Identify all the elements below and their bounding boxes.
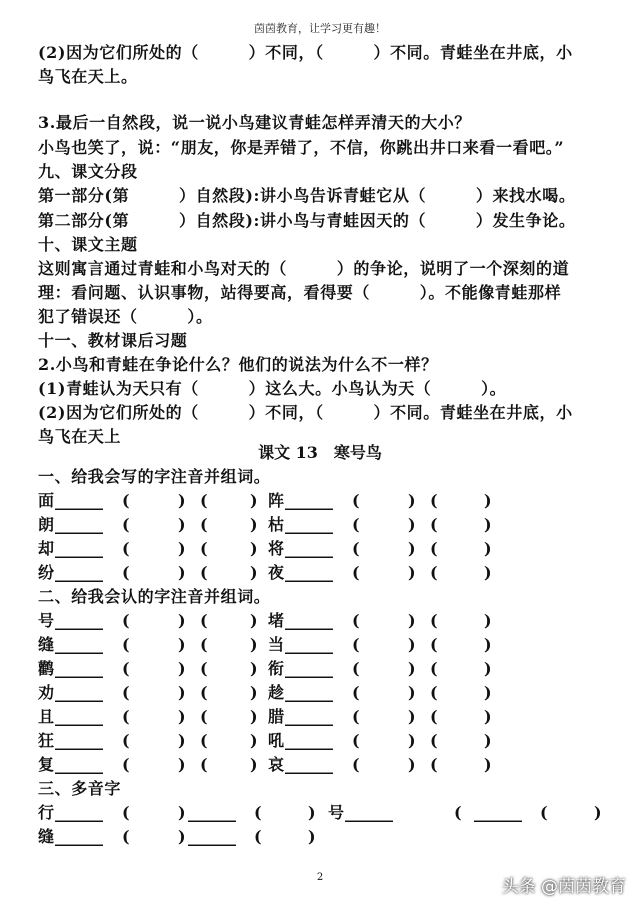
close-paren: ) bbox=[250, 635, 258, 654]
open-paren: ( bbox=[430, 755, 438, 774]
open-paren: ( bbox=[122, 539, 130, 558]
text-line: 十、课文主题 bbox=[38, 235, 138, 254]
close-paren: ) bbox=[250, 515, 258, 534]
open-paren: ( bbox=[352, 659, 360, 678]
open-paren: ( bbox=[122, 515, 130, 534]
close-paren: ) bbox=[408, 683, 416, 702]
worksheet-row bbox=[38, 706, 628, 728]
close-paren: ) bbox=[484, 539, 492, 558]
close-paren: ) bbox=[250, 707, 258, 726]
blank-line: ______ bbox=[55, 611, 103, 630]
text-line: 第二部分(第 ）自然段):讲小鸟与青蛙因天的（ ）发生争论。 bbox=[38, 211, 576, 230]
blank-line: ______ bbox=[285, 659, 333, 678]
worksheet-row bbox=[38, 562, 628, 584]
char: 哀 bbox=[268, 755, 285, 774]
blank-line: ______ bbox=[55, 635, 103, 654]
close-paren: ) bbox=[250, 755, 258, 774]
blank-line: ______ bbox=[188, 827, 236, 846]
open-paren: ( bbox=[352, 683, 360, 702]
blank-line: ______ bbox=[55, 659, 103, 678]
char: 复 bbox=[38, 755, 55, 774]
char: 号 bbox=[38, 611, 55, 630]
open-paren: ( bbox=[122, 707, 130, 726]
open-paren: ( bbox=[200, 683, 208, 702]
blank-line: ______ bbox=[55, 707, 103, 726]
close-paren: ) bbox=[408, 659, 416, 678]
open-paren: ( bbox=[122, 827, 130, 846]
blank-line: ______ bbox=[55, 683, 103, 702]
open-paren: ( bbox=[430, 659, 438, 678]
open-paren: ( bbox=[122, 611, 130, 630]
blank-line: ______ bbox=[55, 539, 103, 558]
open-paren: ( bbox=[200, 563, 208, 582]
close-paren: ) bbox=[484, 755, 492, 774]
close-paren: ) bbox=[178, 635, 186, 654]
blank-line: ______ bbox=[285, 515, 333, 534]
text-line: (2)因为它们所处的（ ）不同，（ ）不同。青蛙坐在井底，小 bbox=[38, 43, 573, 62]
blank-line: ______ bbox=[285, 539, 333, 558]
close-paren: ) bbox=[178, 563, 186, 582]
open-paren: ( bbox=[122, 491, 130, 510]
close-paren: ) bbox=[408, 731, 416, 750]
open-paren: ( bbox=[254, 803, 262, 822]
page-number: 2 bbox=[316, 872, 324, 883]
blank-line: ______ bbox=[55, 755, 103, 774]
worksheet-row bbox=[38, 514, 628, 536]
blank-line: ______ bbox=[285, 731, 333, 750]
worksheet-row bbox=[38, 658, 628, 680]
open-paren: ( bbox=[254, 827, 262, 846]
open-paren: ( bbox=[122, 731, 130, 750]
worksheet-row bbox=[38, 610, 628, 632]
char: 衔 bbox=[268, 659, 285, 678]
close-paren: ) bbox=[308, 803, 316, 822]
blank-line: ______ bbox=[55, 563, 103, 582]
open-paren: ( bbox=[200, 611, 208, 630]
close-paren: ) bbox=[484, 635, 492, 654]
blank-line: ______ bbox=[285, 563, 333, 582]
blank-line: ______ bbox=[55, 731, 103, 750]
open-paren: ( bbox=[430, 635, 438, 654]
close-paren: ) bbox=[408, 635, 416, 654]
open-paren: ( bbox=[352, 515, 360, 534]
char: 当 bbox=[268, 635, 285, 654]
open-paren: ( bbox=[200, 731, 208, 750]
blank-line: ______ bbox=[55, 803, 103, 822]
close-paren: ) bbox=[408, 563, 416, 582]
char: 且 bbox=[38, 707, 55, 726]
blank-line: ______ bbox=[285, 611, 333, 630]
char: 缝 bbox=[38, 827, 55, 846]
close-paren: ) bbox=[408, 491, 416, 510]
worksheet-row bbox=[38, 490, 628, 512]
text-line: 九、课文分段 bbox=[38, 162, 138, 181]
open-paren: ( bbox=[122, 563, 130, 582]
text-line: 鸟飞在天上。 bbox=[38, 67, 138, 86]
open-paren: ( bbox=[430, 515, 438, 534]
blank-line: ______ bbox=[285, 707, 333, 726]
open-paren: ( bbox=[540, 803, 548, 822]
close-paren: ) bbox=[178, 491, 186, 510]
close-paren: ) bbox=[250, 539, 258, 558]
blank-line: ______ bbox=[55, 515, 103, 534]
open-paren: ( bbox=[122, 755, 130, 774]
lesson-title: 课文 13 寒号鸟 bbox=[258, 443, 382, 462]
open-paren: ( bbox=[352, 755, 360, 774]
close-paren: ) bbox=[178, 683, 186, 702]
blank-line: ______ bbox=[474, 803, 522, 822]
close-paren: ) bbox=[408, 755, 416, 774]
open-paren: ( bbox=[122, 683, 130, 702]
close-paren: ) bbox=[484, 707, 492, 726]
char: 缝 bbox=[38, 635, 55, 654]
watermark: 头条 @茵茵教育 bbox=[501, 877, 626, 897]
text-line: 2.小鸟和青蛙在争论什么？他们的说法为什么不一样？ bbox=[38, 355, 438, 374]
close-paren: ) bbox=[250, 731, 258, 750]
close-paren: ) bbox=[484, 491, 492, 510]
open-paren: ( bbox=[430, 683, 438, 702]
open-paren: ( bbox=[352, 491, 360, 510]
open-paren: ( bbox=[430, 539, 438, 558]
text-line: 十一、教材课后习题 bbox=[38, 331, 188, 350]
close-paren: ) bbox=[408, 539, 416, 558]
text-line: (1)青蛙认为天只有（ ）这么大。小鸟认为天（ ）。 bbox=[38, 379, 507, 398]
open-paren: ( bbox=[122, 635, 130, 654]
close-paren: ) bbox=[484, 515, 492, 534]
blank-line: ______ bbox=[285, 635, 333, 654]
char: 枯 bbox=[268, 515, 285, 534]
char: 阵 bbox=[268, 491, 285, 510]
close-paren: ) bbox=[308, 827, 316, 846]
open-paren: ( bbox=[200, 707, 208, 726]
open-paren: ( bbox=[352, 563, 360, 582]
close-paren: ) bbox=[178, 803, 186, 822]
close-paren: ) bbox=[178, 827, 186, 846]
char: 鹳 bbox=[38, 659, 55, 678]
worksheet-row bbox=[38, 754, 628, 776]
open-paren: ( bbox=[200, 755, 208, 774]
char: 腊 bbox=[268, 707, 285, 726]
open-paren: ( bbox=[352, 731, 360, 750]
text-line: 这则寓言通过青蛙和小鸟对天的（ ）的争论，说明了一个深刻的道 bbox=[38, 259, 570, 278]
open-paren: ( bbox=[122, 803, 130, 822]
char: 堵 bbox=[268, 611, 285, 630]
worksheet-row bbox=[38, 538, 628, 560]
text-line: (2)因为它们所处的（ ）不同，（ ）不同。青蛙坐在井底，小 bbox=[38, 403, 573, 422]
close-paren: ) bbox=[178, 731, 186, 750]
char: 号 bbox=[328, 803, 345, 822]
close-paren: ) bbox=[484, 683, 492, 702]
close-paren: ) bbox=[178, 539, 186, 558]
blank-line: ______ bbox=[285, 683, 333, 702]
close-paren: ) bbox=[250, 611, 258, 630]
open-paren: ( bbox=[352, 539, 360, 558]
open-paren: ( bbox=[454, 803, 462, 822]
close-paren: ) bbox=[178, 515, 186, 534]
char: 夜 bbox=[268, 563, 285, 582]
char: 面 bbox=[38, 491, 55, 510]
open-paren: ( bbox=[200, 491, 208, 510]
open-paren: ( bbox=[430, 563, 438, 582]
page-header: 茵茵教育，让学习更有趣！ bbox=[254, 22, 386, 35]
char: 纷 bbox=[38, 563, 55, 582]
close-paren: ) bbox=[484, 563, 492, 582]
open-paren: ( bbox=[352, 635, 360, 654]
close-paren: ) bbox=[178, 611, 186, 630]
text-line: 鸟飞在天上 bbox=[38, 427, 122, 446]
text-line: 犯了错误还（ ）。 bbox=[38, 307, 213, 326]
close-paren: ) bbox=[178, 659, 186, 678]
text-line: 理：看问题、认识事物，站得要高，看得要（ ）。不能像青蛙那样 bbox=[38, 283, 562, 302]
close-paren: ) bbox=[250, 491, 258, 510]
char: 行 bbox=[38, 803, 55, 822]
section1-heading: 一、给我会写的字注音并组词。 bbox=[38, 467, 271, 486]
close-paren: ) bbox=[484, 731, 492, 750]
open-paren: ( bbox=[200, 635, 208, 654]
text-line: 小鸟也笑了，说：“朋友，你是弄错了，不信，你跳出井口来看一看吧。” bbox=[38, 138, 565, 157]
close-paren: ) bbox=[408, 515, 416, 534]
char: 却 bbox=[38, 539, 55, 558]
close-paren: ) bbox=[250, 683, 258, 702]
char: 趁 bbox=[268, 683, 285, 702]
close-paren: ) bbox=[484, 659, 492, 678]
open-paren: ( bbox=[200, 515, 208, 534]
blank-line: ______ bbox=[188, 803, 236, 822]
open-paren: ( bbox=[430, 731, 438, 750]
close-paren: ) bbox=[594, 803, 602, 822]
close-paren: ) bbox=[178, 755, 186, 774]
worksheet-row bbox=[38, 682, 628, 704]
char: 朗 bbox=[38, 515, 55, 534]
blank-line: ______ bbox=[285, 491, 333, 510]
blank-line: ______ bbox=[55, 827, 103, 846]
open-paren: ( bbox=[352, 707, 360, 726]
close-paren: ) bbox=[250, 563, 258, 582]
char: 劝 bbox=[38, 683, 55, 702]
blank-line: ______ bbox=[55, 491, 103, 510]
char: 将 bbox=[268, 539, 285, 558]
open-paren: ( bbox=[200, 539, 208, 558]
open-paren: ( bbox=[430, 611, 438, 630]
section2-heading: 二、给我会认的字注音并组词。 bbox=[38, 587, 271, 606]
close-paren: ) bbox=[178, 707, 186, 726]
open-paren: ( bbox=[430, 707, 438, 726]
open-paren: ( bbox=[430, 491, 438, 510]
polyphone-row bbox=[38, 802, 628, 824]
worksheet-row bbox=[38, 634, 628, 656]
open-paren: ( bbox=[200, 659, 208, 678]
open-paren: ( bbox=[352, 611, 360, 630]
close-paren: ) bbox=[484, 611, 492, 630]
polyphone-row bbox=[38, 826, 628, 848]
close-paren: ) bbox=[250, 659, 258, 678]
text-line: 第一部分(第 ）自然段):讲小鸟告诉青蛙它从（ ）来找水喝。 bbox=[38, 186, 576, 205]
open-paren: ( bbox=[122, 659, 130, 678]
close-paren: ) bbox=[408, 707, 416, 726]
section3-heading: 三、多音字 bbox=[38, 779, 122, 798]
text-line: 3.最后一自然段，说一说小鸟建议青蛙怎样弄清天的大小？ bbox=[38, 113, 471, 132]
close-paren: ) bbox=[408, 611, 416, 630]
char: 吼 bbox=[268, 731, 285, 750]
blank-line: ______ bbox=[285, 755, 333, 774]
blank-line: ______ bbox=[345, 803, 393, 822]
char: 狂 bbox=[38, 731, 55, 750]
worksheet-row bbox=[38, 730, 628, 752]
